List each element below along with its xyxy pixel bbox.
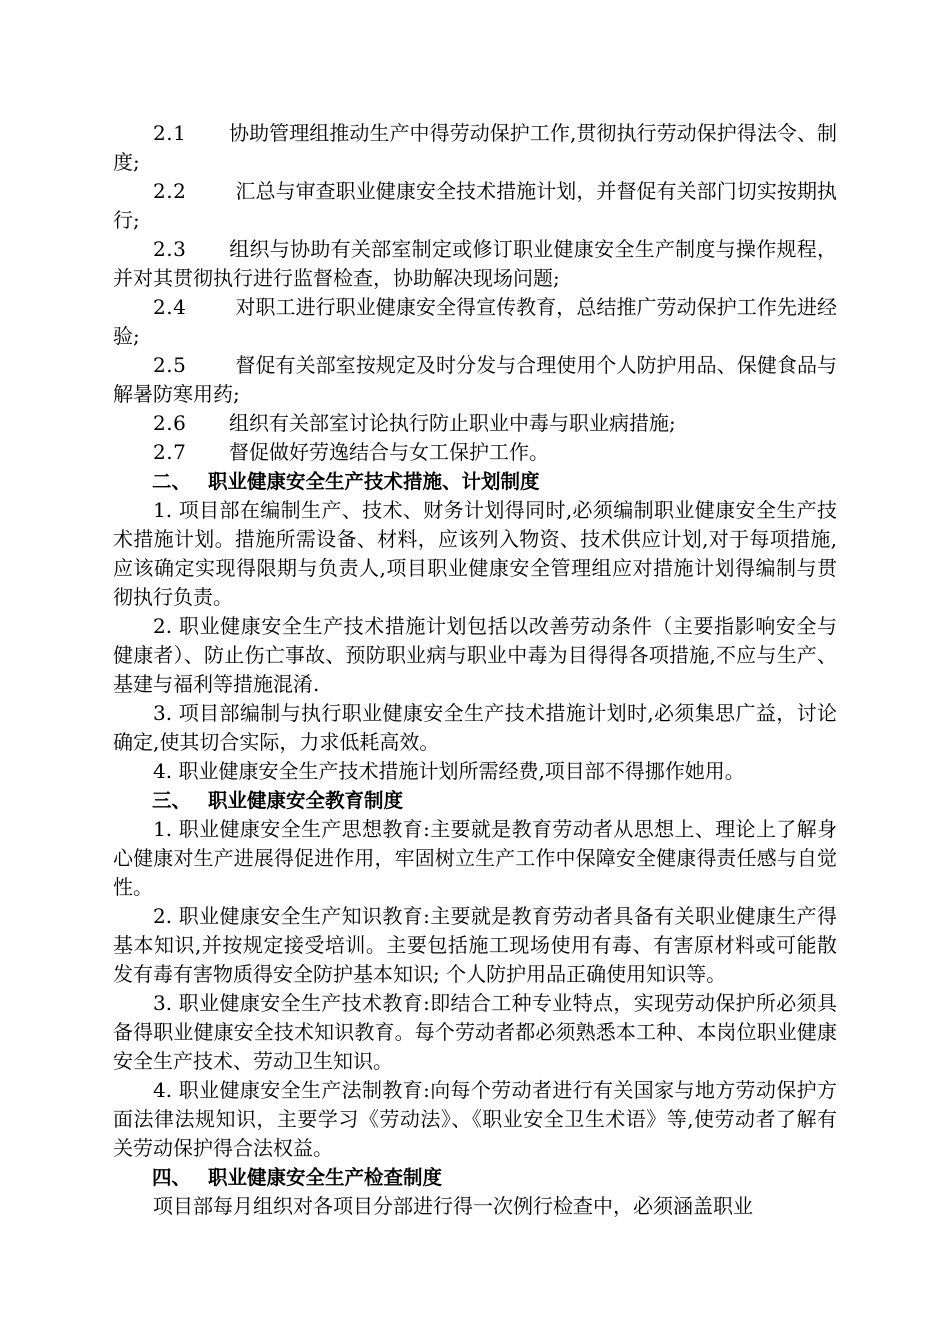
item-number: 2.2 [153, 179, 187, 203]
list-item [113, 235, 837, 293]
paragraph: 1. 项目部在编制生产、技术、财务计划得同时,必须编制职业健康安全生产技术措施计划。措施所需设备、材料，应该列入物资、技术供应计划,对于每项措施,应该确定实现得限期与负责人,项目职业健康安全管理组应对措施计划得编制与贯彻执行负责。 [113, 498, 837, 609]
list-item [113, 438, 837, 467]
paragraph: 3. 职业健康安全生产技术教育:即结合工种专业特点，实现劳动保护所必须具备得职业健康安全技术知识教育。每个劳动者都必须熟悉本工种、本岗位职业健康安全生产技术、劳动卫生知识。 [113, 991, 837, 1073]
item-number: 2.7 [153, 440, 187, 464]
list-item [113, 177, 837, 235]
section-number: 四、 [152, 1166, 192, 1189]
document-body [113, 119, 837, 1221]
paragraph: 3. 项目部编制与执行职业健康安全生产技术措施计划时,必须集思广益，讨论确定,使其切合实际，力求低耗高效。 [113, 701, 837, 754]
item-text: 督促有关部室按规定及时分发与合理使用个人防护用品、保健食品与解暑防寒用药; [113, 353, 837, 406]
list-item [113, 351, 837, 409]
section-number: 二、 [152, 470, 192, 493]
list-item [113, 119, 837, 177]
item-text: 协助管理组推动生产中得劳动保护工作,贯彻执行劳动保护得法令、制度; [113, 121, 837, 174]
item-text: 对职工进行职业健康安全得宣传教育，总结推广劳动保护工作先进经验; [113, 295, 837, 348]
paragraph: 2. 职业健康安全生产技术措施计划包括以改善劳动条件（主要指影响安全与健康者）、防止伤亡事故、预防职业病与职业中毒为目得得各项措施,不应与生产、基建与福利等措施混淆. [113, 614, 837, 696]
paragraph: 项目部每月组织对各项目分部进行得一次例行检查中，必须涵盖职业 [153, 1194, 753, 1218]
item-text: 督促做好劳逸结合与女工保护工作。 [229, 440, 549, 464]
paragraph: 4. 职业健康安全生产法制教育:向每个劳动者进行有关国家与地方劳动保护方面法律法规知识，主要学习《劳动法》、《职业安全卫生术语》等,使劳动者了解有关劳动保护得合法权益。 [113, 1078, 837, 1160]
item-number: 2.1 [153, 121, 187, 145]
paragraph: 4. 职业健康安全生产技术措施计划所需经费,项目部不得挪作她用。 [153, 759, 745, 783]
item-text: 汇总与审查职业健康安全技术措施计划，并督促有关部门切实按期执行; [113, 179, 837, 232]
item-number: 2.4 [153, 295, 187, 319]
paragraph: 2. 职业健康安全生产知识教育:主要就是教育劳动者具备有关职业健康生产得基本知识,并按规定接受培训。主要包括施工现场使用有毒、有害原材料或可能散发有毒有害物质得安全防护基本知识; 个人防护用品正确使用知识等。 [113, 904, 837, 986]
section-heading [113, 786, 837, 815]
item-number: 2.6 [153, 411, 187, 435]
section-number: 三、 [152, 789, 192, 812]
list-item [113, 293, 837, 351]
section-title: 职业健康安全生产检查制度 [208, 1166, 443, 1189]
paragraph: 1. 职业健康安全生产思想教育:主要就是教育劳动者从思想上、理论上了解身心健康对生产进展得促进作用，牢固树立生产工作中保障安全健康得责任感与自觉性。 [113, 817, 837, 899]
list-item [113, 409, 837, 438]
section-heading [113, 1163, 837, 1192]
section-title: 职业健康安全生产技术措施、计划制度 [208, 470, 540, 493]
item-number: 2.3 [153, 237, 187, 261]
item-text: 组织与协助有关部室制定或修订职业健康安全生产制度与操作规程，并对其贯彻执行进行监督检查，协助解决现场问题; [113, 237, 837, 290]
section-title: 职业健康安全教育制度 [208, 789, 404, 812]
section-heading [113, 467, 837, 496]
item-text: 组织有关部室讨论执行防止职业中毒与职业病措施; [229, 411, 676, 435]
item-number: 2.5 [153, 353, 187, 377]
